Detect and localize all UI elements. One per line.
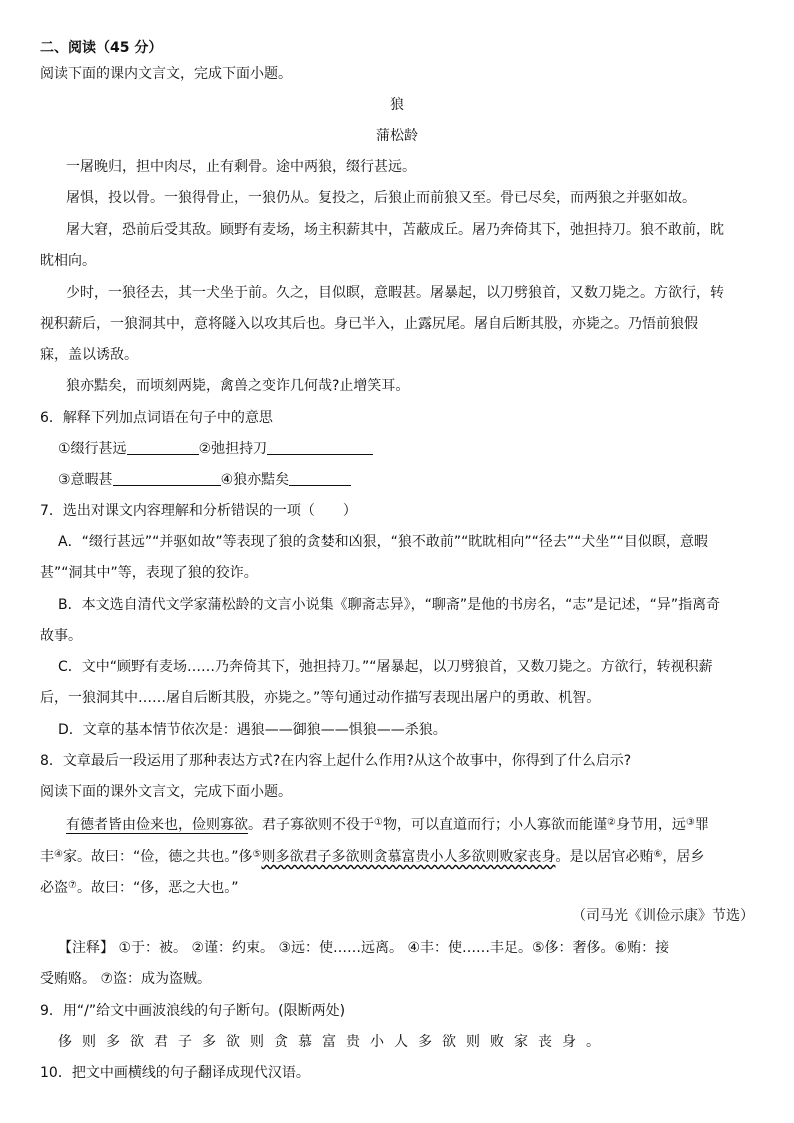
question-7-option-a: A．“缀行甚远”“并驱如故”等表现了狼的贪婪和凶狠，“狼不敢前”“眈眈相向”“径去”“犬坐”“目似瞑，意暇 <box>58 534 708 550</box>
note-marker: ④ <box>54 849 63 860</box>
question-9-sentence: 侈则多欲君子多欲则贪慕富贵小人多欲则败家丧身。 <box>58 1034 610 1050</box>
passage-1-line: 眈相向。 <box>40 253 96 269</box>
note-marker: ⑤ <box>252 849 262 860</box>
passage-1-line: 屠惧，投以骨。一狼得骨止，一狼仍从。复投之，后狼止而前狼又至。骨已尽矣，而两狼之并驱如故。 <box>66 190 696 206</box>
answer-blank[interactable] <box>127 440 199 455</box>
question-8-stem: 8．文章最后一段运用了那种表达方式?在内容上起什么作用?从这个故事中，你得到了什么启示? <box>40 753 632 769</box>
passage-text: 物，可以直道而行；小人寡欲而能谨 <box>382 817 607 833</box>
notes-line: 受贿赂。 ⑦盗：成为盗贼。 <box>40 971 212 987</box>
passage-text: 丰 <box>40 849 54 865</box>
answer-blank[interactable] <box>267 440 373 455</box>
note-marker: ② <box>606 817 616 828</box>
passage-text: 。君子寡欲则不役于 <box>248 817 374 833</box>
passage-text: 。故曰：“侈，恶之大也。” <box>76 880 239 896</box>
question-6-item: ④狼亦黠矣 <box>220 472 290 488</box>
note-marker: ③ <box>685 817 695 828</box>
instruction-1: 阅读下面的课内文言文，完成下面小题。 <box>40 66 292 82</box>
passage-1-author: 蒲松龄 <box>376 128 418 144</box>
passage-1-line: 少时，一狼径去，其一犬坐于前。久之，目似瞑，意暇甚。屠暴起，以刀劈狼首，又数刀毙之。方欲行，转 <box>66 285 724 301</box>
passage-text: ，居乡 <box>662 849 705 865</box>
passage-1-line: 视积薪后，一狼洞其中，意将隧入以攻其后也。身已半入，止露尻尾。屠自后断其股，亦毙之。乃悟前狼假 <box>40 316 698 332</box>
question-7-option-a: 甚”“洞其中”等，表现了狼的狡诈。 <box>40 565 258 581</box>
passage-text: 。是以居官必贿 <box>555 849 654 865</box>
passage-text: 身节用，远 <box>615 817 686 833</box>
passage-text: 罪 <box>694 817 709 833</box>
notes-line: 【注释】 ①于：被。 ②谨：约束。 ③远：使……远离。 ④丰：使……丰足。⑤侈：奢侈。⑥贿：接 <box>58 940 670 956</box>
passage-text: 必盗 <box>40 880 68 896</box>
note-marker: ⑦ <box>68 880 77 891</box>
passage-2-line <box>40 845 704 867</box>
question-10-stem: 10．把文中画横线的句子翻译成现代汉语。 <box>40 1065 310 1081</box>
question-9-stem: 9．用“/”给文中画波浪线的句子断句。(限断两处) <box>40 1003 346 1019</box>
question-7-stem: 7．选出对课文内容理解和分析错误的一项（ ） <box>40 503 357 519</box>
passage-2-line <box>40 876 238 898</box>
question-6-item: ①缀行甚远 <box>58 441 127 457</box>
instruction-2: 阅读下面的课外文言文，完成下面小题。 <box>40 784 292 800</box>
question-6-item: ③意暇甚 <box>58 472 113 488</box>
question-7-option-c: C．文中“顾野有麦场……乃奔倚其下，弛担持刀。”“屠暴起，以刀劈狼首，又数刀毙之。方欲行，转视积薪 <box>58 659 713 675</box>
passage-2-line <box>66 813 709 835</box>
answer-blank[interactable] <box>289 471 351 486</box>
passage-1-line: 屠大窘，恐前后受其敌。顾野有麦场，场主积薪其中，苫蔽成丘。屠乃奔倚其下，弛担持刀。狼不敢前，眈 <box>66 222 724 238</box>
question-7-option-b: 故事。 <box>40 628 82 644</box>
section-heading: 二、阅读（45 分） <box>40 40 163 56</box>
passage-1-line: 一屠晚归，担中肉尽，止有剩骨。途中两狼，缀行甚远。 <box>66 159 416 175</box>
passage-1-title: 狼 <box>390 97 404 113</box>
wavy-underlined-sentence: 则多欲君子多欲则贪慕富贵小人多欲则败家丧身 <box>261 849 556 865</box>
question-6-item: ②弛担持刀 <box>198 441 268 457</box>
question-7-option-b: B．本文选自清代文学家蒲松龄的文言小说集《聊斋志异》，“聊斋”是他的书房名，“志”是记述，“异”指离奇 <box>58 597 721 613</box>
passage-1-line: 狼亦黠矣，而顷刻两毙，禽兽之变诈几何哉?止增笑耳。 <box>66 378 410 394</box>
note-marker: ① <box>374 817 383 828</box>
question-7-option-c: 后，一狼洞其中……屠自后断其股，亦毙之。”等句通过动作描写表现出屠户的勇敢、机智。 <box>40 690 601 706</box>
note-marker: ⑥ <box>653 849 663 860</box>
passage-2-source: （司马光《训俭示康》节选） <box>572 908 754 924</box>
underlined-sentence: 有德者皆由俭来也，俭则寡欲 <box>66 817 248 833</box>
passage-text: 家。故曰：“俭，德之共也。”侈 <box>62 849 253 865</box>
answer-blank[interactable] <box>113 471 221 486</box>
question-6-row-2 <box>58 470 351 490</box>
passage-1-line: 寐，盖以诱敌。 <box>40 347 138 363</box>
question-6-row-1 <box>58 439 373 459</box>
question-7-option-d: D．文章的基本情节依次是：遇狼——御狼——惧狼——杀狼。 <box>58 722 447 738</box>
question-6-stem: 6．解释下列加点词语在句子中的意思 <box>40 410 273 426</box>
